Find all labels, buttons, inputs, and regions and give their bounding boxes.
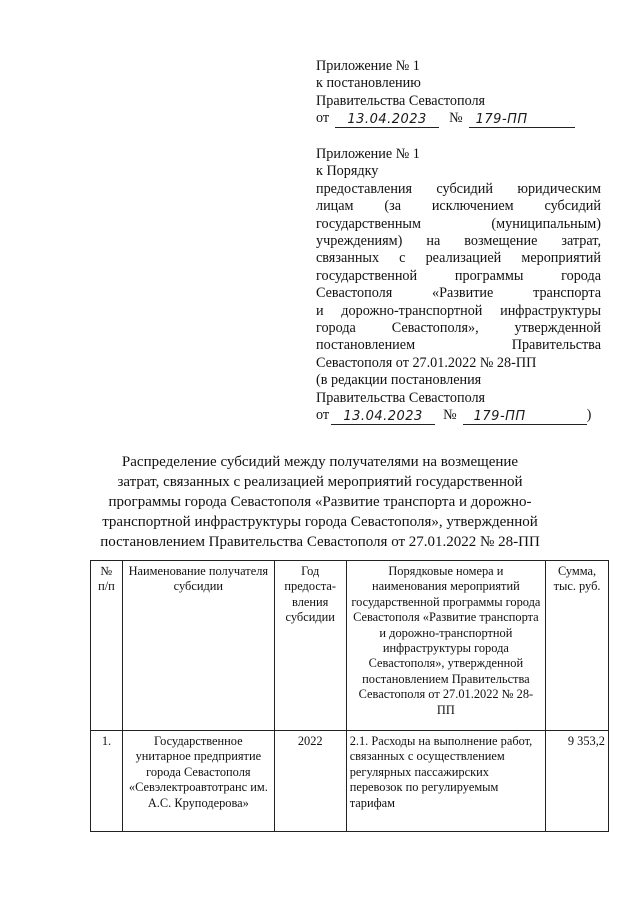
appendix-header	[316, 58, 601, 128]
subsidy-table	[90, 560, 609, 832]
procedure-line: учреждениям) на возмещение затрат,	[316, 233, 601, 250]
number-prefix: №	[443, 407, 457, 424]
date-prefix: от	[316, 407, 330, 424]
handwritten-number: 179-ПП	[469, 113, 535, 128]
cell-name: Государственное унитарное предприятие города Севастополя «Севэлектроавтотранс им. А.С. Круподерова»	[122, 731, 274, 832]
procedure-line: государственным (муниципальным)	[316, 215, 601, 232]
procedure-date-row	[316, 407, 601, 424]
signature-blank	[537, 410, 587, 425]
procedure-line: города Севастополя», утвержденной	[316, 320, 601, 337]
appendix-date-row	[316, 110, 601, 127]
handwritten-date: 13.04.2023	[335, 113, 439, 128]
procedure-line: предоставления субсидий юридическим	[316, 180, 601, 197]
table-header-row	[91, 561, 609, 731]
cell-activity: 2.1. Расходы на выполнение работ, связанных с осуществлением регулярных пассажирских перевозок по регулируемым тарифам	[346, 731, 545, 832]
header-year: Год предоста-вления субсидии	[274, 561, 346, 731]
cell-year: 2022	[274, 731, 346, 832]
procedure-line: постановлением Правительства	[316, 337, 601, 354]
number-prefix: №	[449, 110, 463, 127]
closing-paren: )	[586, 407, 592, 424]
date-prefix: от	[316, 110, 330, 127]
cell-num: 1.	[91, 731, 123, 832]
signature-blank	[535, 113, 575, 128]
handwritten-date: 13.04.2023	[331, 410, 435, 425]
header-activity: Порядковые номера и наименования мероприятий государственной программы города Севастополя «Развитие транспорта и дорожно-транспортной инфраструктуры города Севастополя», утвержденной постановлением Правительства Севастополя от 27.01.2022 № 28-ПП	[346, 561, 545, 731]
procedure-line: государственной программы города	[316, 267, 601, 284]
procedure-line: связанных с реализацией мероприятий	[316, 250, 601, 267]
cell-sum: 9 353,2	[546, 731, 609, 832]
header-num: № п/п	[91, 561, 123, 731]
table-row	[91, 731, 609, 832]
procedure-edition: (в редакции постановления	[316, 372, 482, 389]
document-heading: Распределение субсидий между получателями на возмещение затрат, связанных с реализацией мероприятий государственной программы города Севастополя «Развитие транспорта и дорожно-транспортной инфраструктуры города Севастополя», утвержденной постановлением Правительства Севастополя от 27.01.2022 № 28-ПП	[100, 454, 540, 550]
procedure-line: и дорожно-транспортной инфраструктуры	[316, 302, 601, 319]
procedure-to: к Порядку	[316, 163, 379, 180]
procedure-last-line: Севастополя от 27.01.2022 № 28-ПП	[316, 354, 537, 371]
procedure-line: Севастополя «Развитие транспорта	[316, 285, 601, 302]
appendix-title: Приложение № 1	[316, 58, 420, 74]
procedure-line: лицам (за исключением субсидий	[316, 198, 601, 215]
appendix-to: к постановлению	[316, 75, 421, 92]
procedure-appendix	[316, 146, 601, 425]
handwritten-number: 179-ПП	[463, 410, 537, 425]
procedure-title: Приложение № 1	[316, 146, 420, 162]
appendix-authority: Правительства Севастополя	[316, 92, 486, 109]
header-sum: Сумма, тыс. руб.	[546, 561, 609, 731]
header-name: Наименование получателя субсидии	[122, 561, 274, 731]
procedure-authority: Правительства Севастополя	[316, 389, 486, 406]
